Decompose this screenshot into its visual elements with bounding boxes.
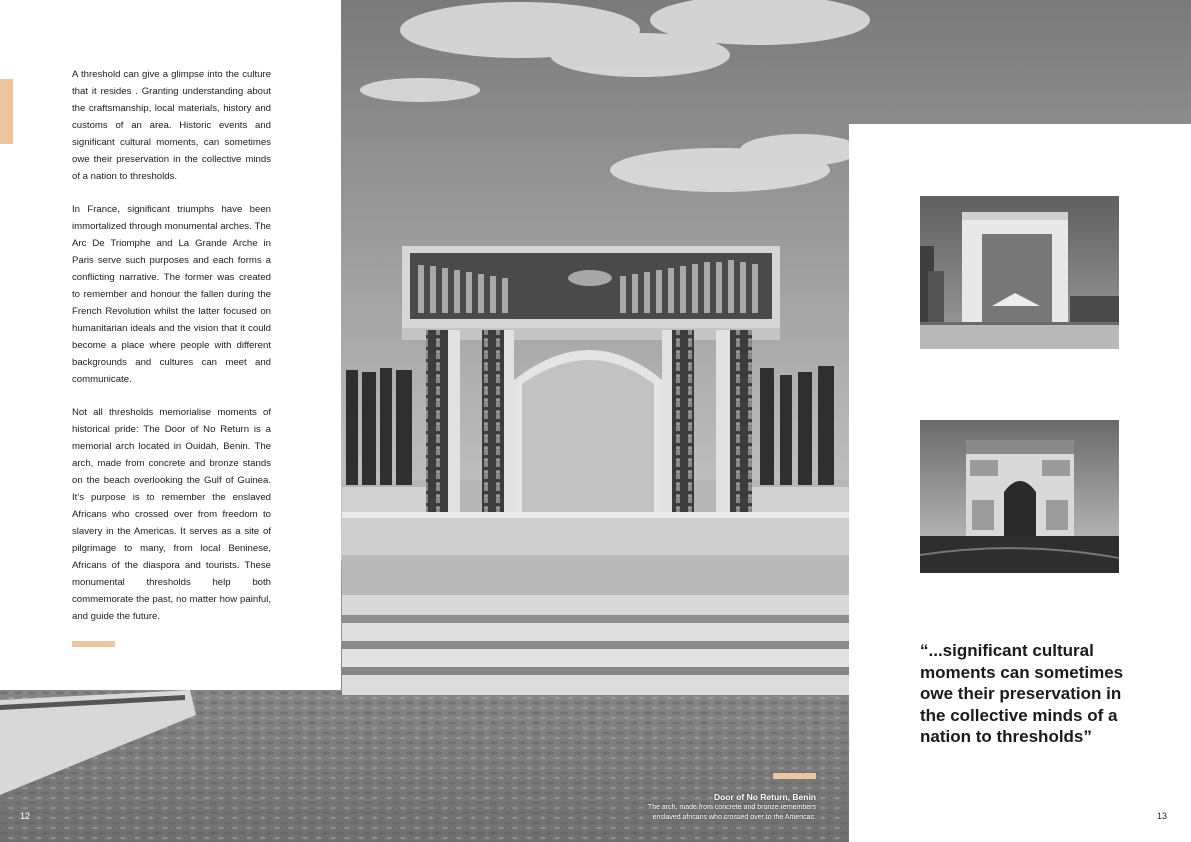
paragraph-intro: A threshold can give a glimpse into the culture that it resides . Granting understanding about the craftsmanship, local materials, history and customs of an area. Historic events and significant cultural moments, can sometimes owe their preservation in the collective minds of a nation to thresholds. — [72, 69, 271, 182]
paragraph-france: In France, significant triumphs have been immortalized through monumental arches. The Arc De Triomphe and La Grande Arche in Paris serve such purposes and each forms a conflicting narrative. The former was created to remember and honour the fallen during the French Revolution whilst the latter focused on humanitarian ideals and the vision that it could become a place where people with different backgrounds and cultures can meet and communicate. — [72, 204, 271, 385]
caption-title: Door of No Return, Benin — [714, 792, 816, 802]
paragraph-benin: Not all thresholds memorialise moments of historical pride: The Door of No Return is a memorial arch located in Ouidah, Benin. The arch, made from concrete and bronze stands on the beach overlooking the Gulf of Guinea. It’s purpose is to remember the enslaved Africans who crossed over from freedom to slavery in the Americas. It serves as a site of pilgrimage to many, from local Beninese, Africans of the diaspora and tourists. These monumental thresholds help both commemorate the past, no matter how painful, and guide the future. — [72, 407, 271, 622]
page-number-left: 12 — [20, 811, 31, 821]
accent-underline — [72, 641, 115, 647]
caption-line-1: The arch, made from concrete and bronze remembers — [647, 804, 816, 811]
pull-quote: “...significant cultural moments can sometimes owe their preservation in the collective minds of a nation to thresholds” — [920, 641, 1124, 747]
right-panel — [849, 124, 1191, 842]
caption-accent-bar — [773, 773, 816, 779]
grande-arche-photo — [920, 196, 1119, 349]
page-number-right: 13 — [1157, 811, 1168, 821]
photo-caption — [560, 792, 816, 822]
arc-de-triomphe-photo — [920, 420, 1119, 573]
accent-bar — [0, 79, 13, 144]
left-text-panel — [0, 0, 341, 690]
article-body — [72, 66, 271, 641]
caption-line-2: enslaved africans who crossed over to the Americas. — [652, 813, 816, 821]
